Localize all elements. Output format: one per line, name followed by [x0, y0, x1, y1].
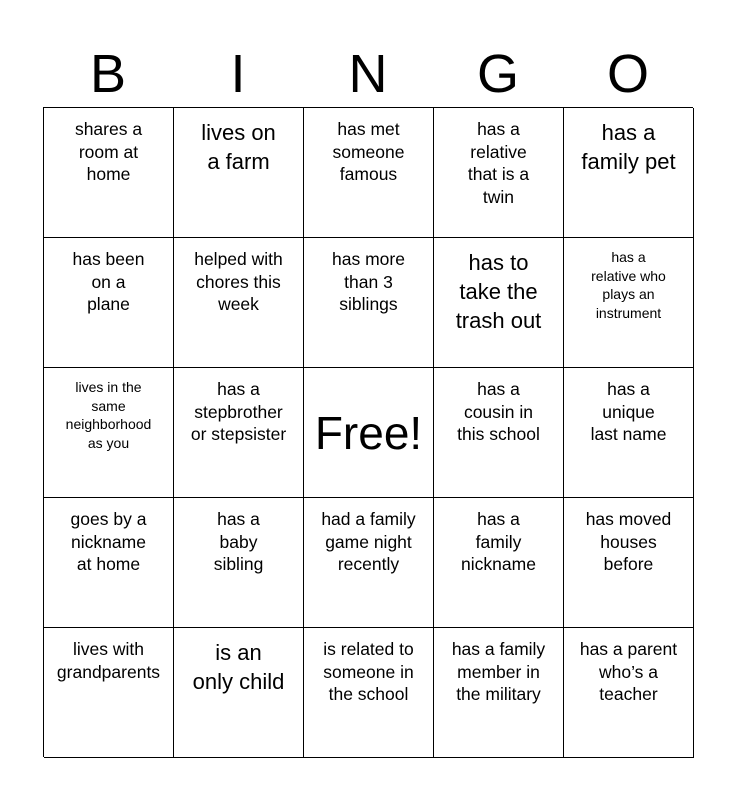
bingo-cell[interactable] — [304, 498, 434, 628]
bingo-cell[interactable] — [564, 498, 694, 628]
bingo-cell-label: has a relative who plays an instrument — [591, 249, 666, 321]
bingo-cell[interactable] — [44, 238, 174, 368]
bingo-cell-label: has a baby sibling — [213, 509, 264, 574]
bingo-cell-label: has a stepbrother or stepsister — [190, 379, 287, 444]
bingo-cell[interactable] — [174, 498, 304, 628]
header-letter-b: B — [89, 44, 127, 104]
bingo-cell[interactable] — [434, 628, 564, 758]
bingo-cell-label: has been on a plane — [72, 249, 145, 314]
bingo-cell-label: has a unique last name — [590, 379, 667, 444]
bingo-cell-label: has more than 3 siblings — [332, 249, 405, 314]
bingo-cell[interactable] — [44, 108, 174, 238]
bingo-header — [43, 40, 693, 108]
bingo-cell-label: lives on a farm — [201, 120, 276, 174]
bingo-cell-label: has a family member in the military — [451, 639, 546, 704]
bingo-cell[interactable] — [564, 628, 694, 758]
bingo-cell-label: lives in the same neighborhood as you — [65, 379, 152, 451]
bingo-cell-label: helped with chores this week — [194, 249, 283, 314]
bingo-cell[interactable] — [174, 108, 304, 238]
bingo-cell[interactable] — [174, 368, 304, 498]
bingo-cell-label: is an only child — [192, 640, 285, 694]
bingo-cell[interactable] — [564, 368, 694, 498]
bingo-cell[interactable] — [434, 238, 564, 368]
free-space-label: Free! — [314, 406, 423, 459]
bingo-cell[interactable] — [304, 628, 434, 758]
bingo-cell[interactable] — [174, 238, 304, 368]
bingo-cell[interactable] — [304, 238, 434, 368]
header-letter-n: N — [348, 44, 388, 104]
bingo-cell-label: is related to someone in the school — [323, 639, 414, 704]
bingo-cell[interactable] — [434, 498, 564, 628]
bingo-cell[interactable] — [434, 368, 564, 498]
bingo-cell[interactable] — [304, 108, 434, 238]
bingo-cell-label: has a cousin in this school — [457, 379, 540, 444]
bingo-cell[interactable] — [44, 628, 174, 758]
bingo-cell-label: has moved houses before — [585, 509, 672, 574]
header-letter-o: O — [606, 44, 649, 104]
bingo-cell-label: goes by a nickname at home — [70, 509, 147, 574]
bingo-cell-label: has a relative that is a twin — [467, 119, 530, 207]
bingo-cell[interactable] — [44, 368, 174, 498]
bingo-cell-label: shares a room at home — [74, 119, 143, 184]
bingo-cell[interactable] — [174, 628, 304, 758]
bingo-cell[interactable] — [434, 108, 564, 238]
header-letter-g: G — [476, 44, 519, 104]
bingo-cell-label: has met someone famous — [332, 119, 405, 184]
header-letter-i: I — [230, 44, 246, 104]
bingo-cell[interactable] — [564, 238, 694, 368]
bingo-cell-label: has a family nickname — [461, 509, 536, 574]
bingo-cell-label: has to take the trash out — [455, 250, 542, 333]
bingo-grid — [43, 107, 693, 757]
bingo-cell-label: had a family game night recently — [321, 509, 416, 574]
bingo-cell-label: has a family pet — [581, 120, 676, 174]
bingo-cell-label: has a parent who’s a teacher — [579, 639, 678, 704]
bingo-cell[interactable] — [44, 498, 174, 628]
bingo-cell-label: lives with grandparents — [56, 639, 161, 682]
bingo-cell[interactable] — [564, 108, 694, 238]
bingo-cell-free-space[interactable] — [304, 368, 434, 498]
